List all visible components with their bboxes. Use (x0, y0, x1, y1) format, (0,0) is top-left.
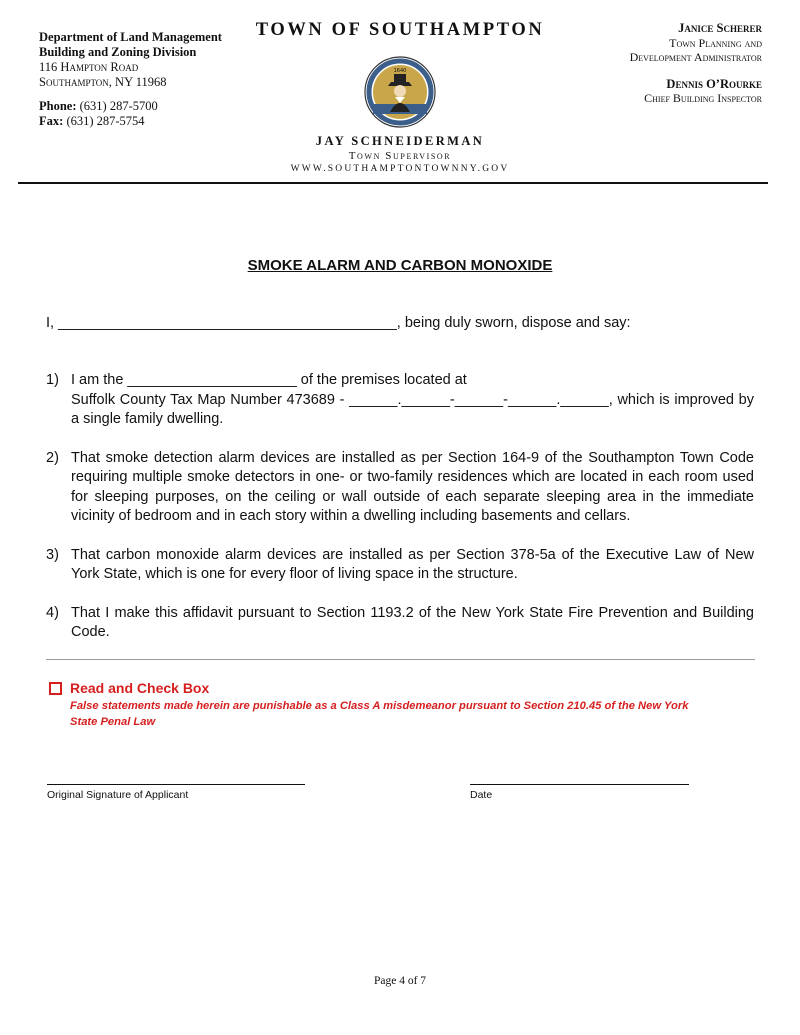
statement-number: 3) (46, 546, 59, 563)
name-field[interactable]: __________________________________________ (58, 315, 397, 331)
town-seal-icon (364, 56, 436, 128)
signature-label: Original Signature of Applicant (47, 789, 189, 801)
supervisor-title: Town Supervisor (348, 150, 452, 162)
oath-line (46, 315, 631, 331)
statement-item-3 (46, 546, 754, 585)
acknowledge-checkbox[interactable] (49, 682, 62, 695)
address-line2: Southampton, NY 11968 (39, 75, 167, 89)
address-line1: 116 Hampton Road (39, 60, 139, 74)
date-label: Date (470, 789, 493, 801)
statement-text: That I make this affidavit pursuant to Section 1193.2 of the New York State Fire Prevention and Building Code. (71, 604, 754, 640)
official2-title: Chief Building Inspector (644, 91, 762, 105)
statement-text[interactable]: Suffolk County Tax Map Number 473689 - ______.______-______-______.______, which is improved by a single family dwelling. (71, 391, 754, 427)
official1-title2: Development Administrator (629, 50, 762, 64)
statement-text: That smoke detection alarm devices are installed as per Section 164-9 of the Southampton Town Code requiring multiple smoke detectors in one- or two-family residences which are located in each room used for sleeping purposes, on the ceiling or wall outside of each separate sleeping area in the immediate vicinity of bedroom and in each story within a dwelling including basements and cellars. (71, 449, 754, 524)
department-info (39, 30, 222, 129)
phone-label: Phone: (39, 99, 77, 113)
phone-number: (631) 287-5700 (79, 99, 158, 113)
date-field[interactable] (470, 784, 689, 785)
penalty-warning: False statements made herein are punishable as a Class A misdemeanor pursuant to Section 210.45 of the New York State Penal Law (70, 700, 689, 728)
form-title: SMOKE ALARM AND CARBON MONOXIDE (247, 257, 553, 274)
phone-row (39, 99, 222, 114)
letterhead-center (200, 20, 600, 174)
official2-name: Dennis O’Rourke (666, 76, 762, 91)
page-number: Page 4 of 7 (373, 975, 427, 987)
statement-item-1 (46, 371, 754, 430)
statement-number: 2) (46, 449, 59, 466)
fax-label: Fax: (39, 114, 64, 128)
supervisor-name: JAY SCHNEIDERMAN (315, 134, 485, 148)
statement-item-4 (46, 604, 754, 643)
statement-list (46, 371, 754, 662)
official1-title1: Town Planning and (669, 35, 762, 50)
oath-prefix: I, (46, 315, 55, 331)
fax-row (39, 114, 222, 129)
officials-info (630, 21, 762, 106)
dept-line1: Department of Land Management (39, 30, 222, 44)
seal-year: 1640 (393, 68, 407, 74)
oath-suffix: , being duly sworn, dispose and say: (396, 315, 631, 331)
town-name: TOWN OF SOUTHAMPTON (255, 20, 545, 40)
signature-field[interactable] (47, 784, 305, 785)
acknowledge-label: Read and Check Box (70, 680, 210, 696)
statement-text: That carbon monoxide alarm devices are installed as per Section 378-5a of the Executive Law of New York State, which is one for every floor of living space in the structure. (71, 546, 754, 582)
dept-line2: Building and Zoning Division (39, 45, 197, 59)
statement-text[interactable]: I am the _____________________ of the premises located at (71, 372, 467, 388)
statement-item-2 (46, 449, 754, 527)
official1-name: Janice Scherer (678, 21, 762, 35)
acknowledge-row (49, 680, 209, 696)
supervisor-block (200, 134, 600, 174)
fax-number: (631) 287-5754 (66, 114, 145, 128)
header-divider (18, 182, 768, 184)
section-divider (46, 659, 755, 660)
statement-number: 4) (46, 604, 59, 621)
statement-number: 1) (46, 372, 59, 388)
website-link[interactable]: WWW.SOUTHAMPTONTOWNNY.GOV (290, 164, 510, 174)
